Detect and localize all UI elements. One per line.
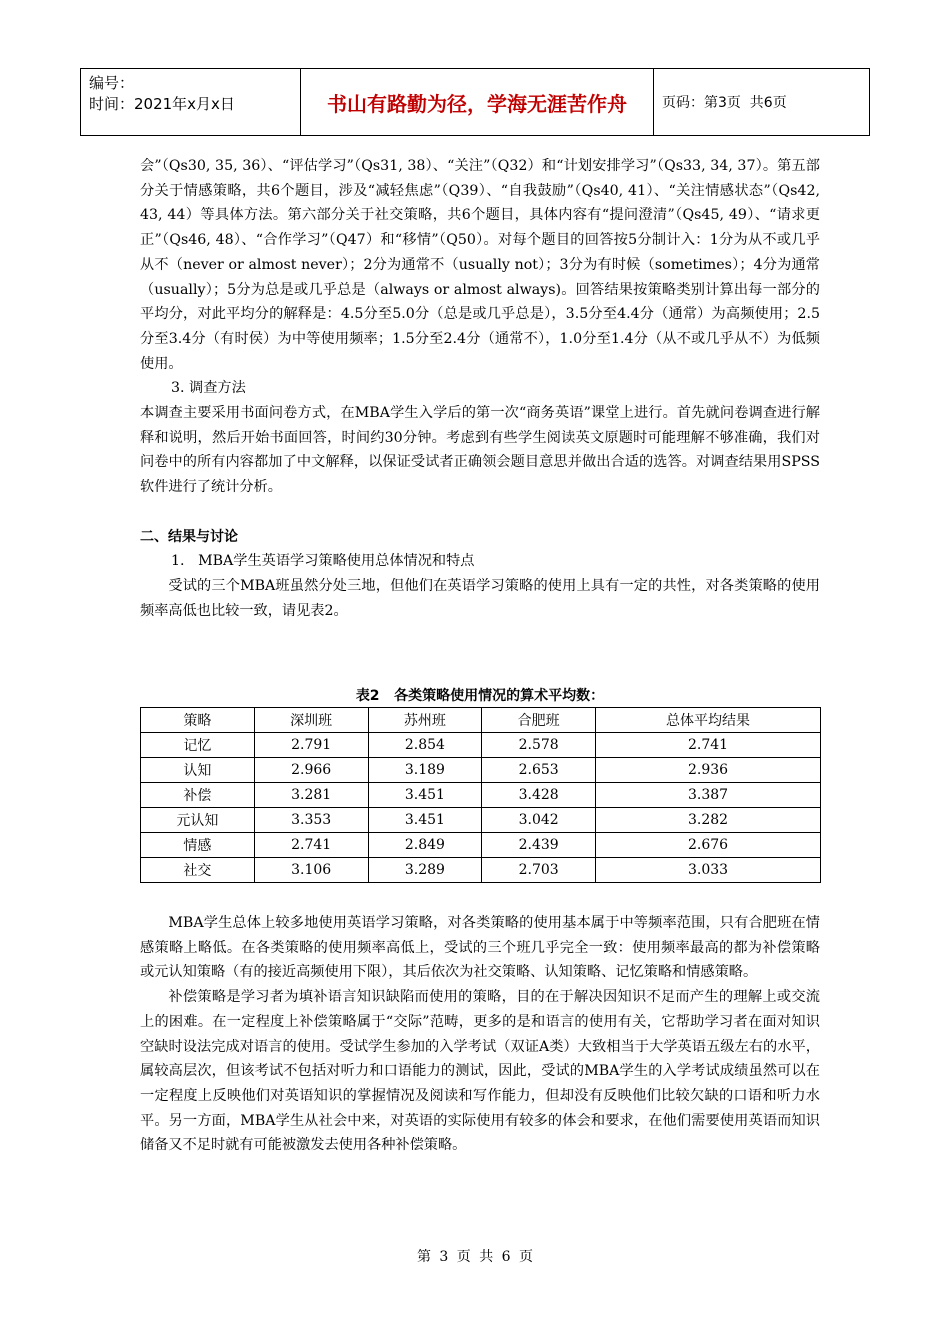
paragraph-compensation: 补偿策略是学习者为填补语言知识缺陷而使用的策略，目的在于解决因知识不足而产生的理解上或交流上的困难。在一定程度上补偿策略属于“交际”范畴，更多的是和语言的使用有关，它帮助学习者在面对知识空缺时设法完成对语言的使用。受试学生参加的入学考试（双证A类）大致相当于大学英语五级左右的水平，属较高层次，但该考试不包括对听力和口语能力的测试，因此，受试的MBA学生的入学考试成绩虽然可以在一定程度上反映他们对英语知识的掌握情况及阅读和写作能力，但却没有反映他们比较欠缺的口语和听力水平。另一方面，MBA学生从社会中来，对英语的实际使用有较多的体会和要求，在他们需要使用英语而知识储备又不足时就有可能被激发去使用各种补偿策略。 <box>140 989 820 1154</box>
table-row <box>141 833 821 858</box>
header-motto: 书山有路勤为径，学海无涯苦作舟 <box>301 69 654 135</box>
table-header-cell: 总体平均结果 <box>596 708 821 733</box>
table-header-cell: 深圳班 <box>254 708 368 733</box>
table-cell: 3.451 <box>368 808 482 833</box>
table-cell: 情感 <box>141 833 255 858</box>
blank-line <box>140 500 820 525</box>
body-top <box>140 154 820 623</box>
header-page-info <box>654 69 869 135</box>
table-cell: 2.741 <box>596 733 821 758</box>
table-row <box>141 733 821 758</box>
paragraph-scoring: 会”（Qs30, 35, 36）、“评估学习”（Qs31, 38）、“关注”（Q32）和“计划安排学习”（Qs33, 34, 37）。第五部分关于情感策略，共6个题目，涉及“减轻焦虑”（Q39）、“自我鼓励”（Qs40, 41）、“关注情感状态”（Qs42, 43, 44）等具体方法。第六部分关于社交策略，共6个题目，具体内容有“提问澄清”（Qs45, 49）、“请求更正”（Qs46, 48）、“合作学习”（Q47）和“移情”（Q50）。对每个题目的回答按5分制计入：1分为从不或几乎从不（never or almost never）；2分为通常不（usually not）；3分为有时候（sometimes）；4分为通常（usually）；5分为总是或几乎总是（always or almost always)。回答结果按策略类别计算出每一部分的平均分，对此平均分的解释是：4.5分至5.0分（总是或几乎总是），3.5分至4.4分（通常）为高频使用；2.5分至3.4分（有时侯）为中等使用频率；1.5分至2.4分（通常不），1.0分至1.4分（从不或几乎从不）为低频使用。 <box>140 158 820 372</box>
subsection-heading-overall: 1. MBA学生英语学习策略使用总体情况和特点 <box>171 553 475 570</box>
table-row <box>141 808 821 833</box>
section-heading-results: 二、结果与讨论 <box>140 528 238 545</box>
paragraph-overall-usage: MBA学生总体上较多地使用英语学习策略，对各类策略的使用基本属于中等频率范围，只有合肥班在情感策略上略低。在各类策略的使用频率高低上，受试的三个班几乎完全一致：使用频率最高的都为补偿策略或元认知策略（有的接近高频使用下限），其后依次为社交策略、认知策略、记忆策略和情感策略。 <box>140 915 820 981</box>
strategy-table <box>140 707 821 883</box>
table-cell: 3.353 <box>254 808 368 833</box>
table-cell: 3.282 <box>596 808 821 833</box>
table-header-cell: 合肥班 <box>482 708 596 733</box>
header-page-info-text: 页码：第3页 共6页 <box>662 95 787 111</box>
table-cell: 3.281 <box>254 783 368 808</box>
table-header-cell: 苏州班 <box>368 708 482 733</box>
paragraph-table-intro: 受试的三个MBA班虽然分处三地，但他们在英语学习策略的使用上具有一定的共性，对各类策略的使用频率高低也比较一致，请见表2。 <box>140 577 820 619</box>
table-cell: 3.106 <box>254 858 368 883</box>
table-cell: 元认知 <box>141 808 255 833</box>
table-cell: 2.854 <box>368 733 482 758</box>
table-row <box>141 858 821 883</box>
body-bottom <box>140 911 820 1158</box>
header-date: 时间：2021年x月x日 <box>89 95 235 113</box>
table-row <box>141 783 821 808</box>
table-cell: 2.791 <box>254 733 368 758</box>
table-cell: 3.428 <box>482 783 596 808</box>
table-cell: 3.033 <box>596 858 821 883</box>
table-cell: 认知 <box>141 758 255 783</box>
table-cell: 2.936 <box>596 758 821 783</box>
table-cell: 3.451 <box>368 783 482 808</box>
page-header <box>80 68 870 136</box>
table-cell: 社交 <box>141 858 255 883</box>
table-cell: 2.741 <box>254 833 368 858</box>
table-cell: 2.653 <box>482 758 596 783</box>
table-cell: 补偿 <box>141 783 255 808</box>
table-cell: 3.042 <box>482 808 596 833</box>
table-cell: 3.189 <box>368 758 482 783</box>
table-cell: 2.703 <box>482 858 596 883</box>
table-header-cell: 策略 <box>141 708 255 733</box>
table-cell: 3.289 <box>368 858 482 883</box>
page-footer: 第 3 页 共 6 页 <box>416 1249 534 1265</box>
header-meta <box>81 69 301 135</box>
subsection-method-heading: 3. 调查方法 <box>171 380 246 397</box>
table-caption: 表2 各类策略使用情况的算术平均数： <box>355 688 605 704</box>
header-number-label: 编号： <box>89 74 135 92</box>
table-cell: 2.676 <box>596 833 821 858</box>
table-cell: 记忆 <box>141 733 255 758</box>
table-cell: 2.439 <box>482 833 596 858</box>
paragraph-method: 本调查主要采用书面问卷方式，在MBA学生入学后的第一次“商务英语”课堂上进行。首先就问卷调查进行解释和说明，然后开始书面回答，时间约30分钟。考虑到有些学生阅读英文原题时可能理解不够准确，我们对问卷中的所有内容都加了中文解释，以保证受试者正确领会题目意思并做出合适的选答。对调查结果用SPSS软件进行了统计分析。 <box>140 405 820 496</box>
table-cell: 2.578 <box>482 733 596 758</box>
table-row <box>141 758 821 783</box>
table-cell: 3.387 <box>596 783 821 808</box>
table-header-row <box>141 708 821 733</box>
table-cell: 2.849 <box>368 833 482 858</box>
table-cell: 2.966 <box>254 758 368 783</box>
